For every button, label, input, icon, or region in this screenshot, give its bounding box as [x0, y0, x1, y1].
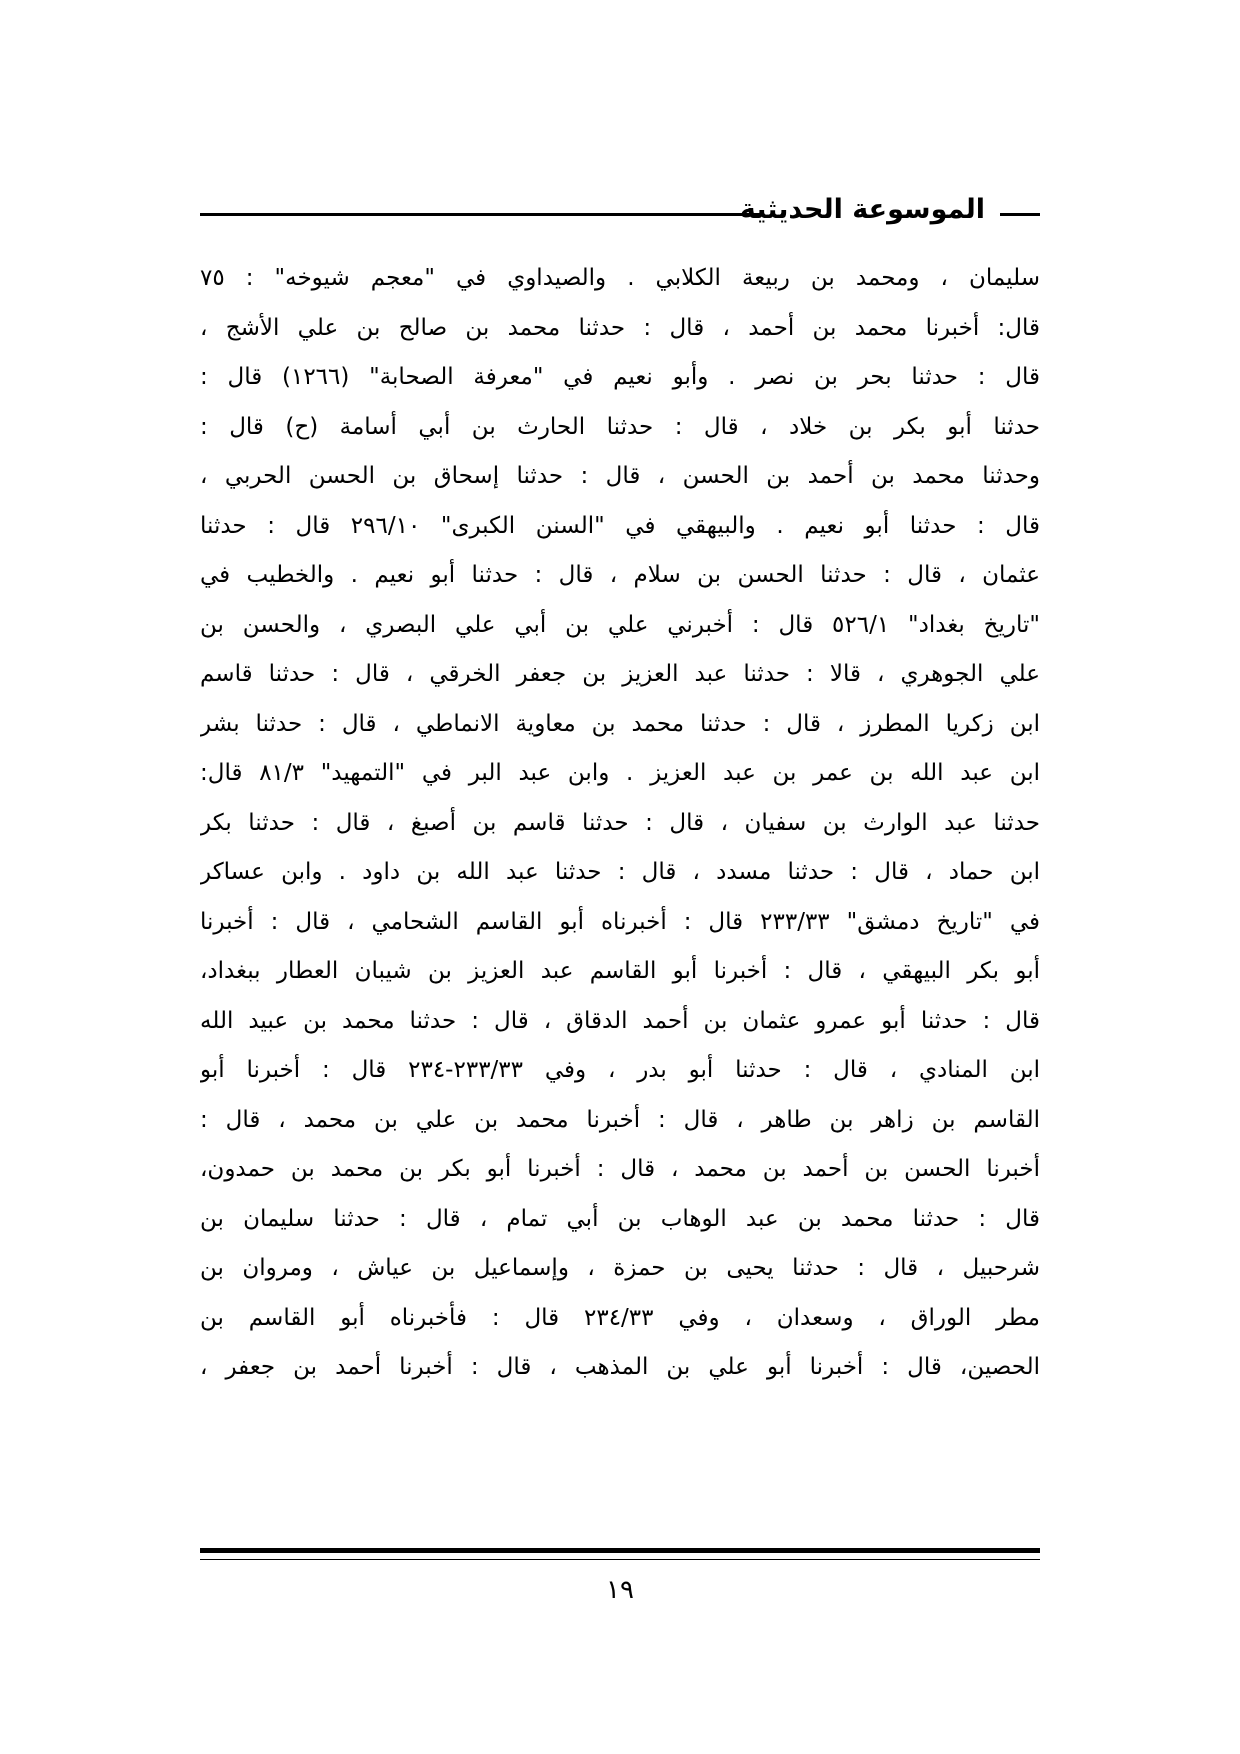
text-line: قال : حدثنا بحر بن نصر . وأبو نعيم في "معرفة الصحابة" (١٢٦٦) قال : — [200, 364, 1040, 390]
text-line: "تاريخ بغداد" ٥٢٦/١ قال : أخبرني علي بن أبي علي البصري ، والحسن بن — [200, 611, 1040, 638]
text-line: قال : حدثنا أبو عمرو عثمان بن أحمد الدقاق ، قال : حدثنا محمد بن عبيد الله — [200, 1007, 1040, 1034]
text-line: أخبرنا الحسن بن أحمد بن محمد ، قال : أخبرنا أبو بكر بن محمد بن حمدون، — [200, 1156, 1040, 1182]
text-line: علي الجوهري ، قالا : حدثنا عبد العزيز بن جعفر الخرقي ، قال : حدثنا قاسم — [200, 661, 1040, 687]
text-line: سليمان ، ومحمد بن ربيعة الكلابي . والصيداوي في "معجم شيوخه" : ٧٥ — [200, 265, 1040, 291]
text-line: قال : حدثنا أبو نعيم . والبيهقي في "السنن الكبرى" ٢٩٦/١٠ قال : حدثنا — [200, 512, 1040, 539]
text-line: ابن المنادي ، قال : حدثنا أبو بدر ، وفي ٢٣٣/٣٣-٢٣٤ قال : أخبرنا أبو — [200, 1057, 1040, 1083]
body-text — [200, 254, 1040, 1393]
text-line: عثمان ، قال : حدثنا الحسن بن سلام ، قال : حدثنا أبو نعيم . والخطيب في — [200, 562, 1040, 588]
header-title: الموسوعة الحديثية — [739, 194, 985, 225]
footer-rule-thin — [200, 1559, 1040, 1560]
text-line: في "تاريخ دمشق" ٢٣٣/٣٣ قال : أخبرناه أبو القاسم الشحامي ، قال : أخبرنا — [200, 908, 1040, 935]
text-line: أبو بكر البيهقي ، قال : أخبرنا أبو القاسم عبد العزيز بن شيبان العطار ببغداد، — [200, 958, 1040, 984]
text-line: شرحبيل ، قال : حدثنا يحيى بن حمزة ، وإسماعيل بن عياش ، ومروان بن — [200, 1255, 1040, 1281]
text-line: وحدثنا محمد بن أحمد بن الحسن ، قال : حدثنا إسحاق بن الحسن الحربي ، — [200, 463, 1040, 489]
page-number: ١٩ — [606, 1575, 634, 1605]
text-line: ابن حماد ، قال : حدثنا مسدد ، قال : حدثنا عبد الله بن داود . وابن عساكر — [200, 859, 1040, 885]
running-header — [200, 192, 1040, 232]
header-rule-long — [200, 213, 760, 216]
text-line: مطر الوراق ، وسعدان ، وفي ٢٣٤/٣٣ قال : فأخبرناه أبو القاسم بن — [200, 1304, 1040, 1331]
text-line: حدثنا أبو بكر بن خلاد ، قال : حدثنا الحارث بن أبي أسامة (ح) قال : — [200, 413, 1040, 440]
footer-rule-thick — [200, 1548, 1040, 1553]
text-line: ابن عبد الله بن عمر بن عبد العزيز . وابن عبد البر في "التمهيد" ٨١/٣ قال: — [200, 760, 1040, 786]
text-line: الحصين، قال : أخبرنا أبو علي بن المذهب ، قال : أخبرنا أحمد بن جعفر ، — [200, 1354, 1040, 1380]
text-line: قال: أخبرنا محمد بن أحمد ، قال : حدثنا محمد بن صالح بن علي الأشج ، — [200, 314, 1040, 341]
text-line: القاسم بن زاهر بن طاهر ، قال : أخبرنا محمد بن علي بن محمد ، قال : — [200, 1106, 1040, 1133]
text-line: قال : حدثنا محمد بن عبد الوهاب بن أبي تمام ، قال : حدثنا سليمان بن — [200, 1205, 1040, 1232]
text-line: ابن زكريا المطرز ، قال : حدثنا محمد بن معاوية الانماطي ، قال : حدثنا بشر — [200, 710, 1040, 737]
text-line: حدثنا عبد الوارث بن سفيان ، قال : حدثنا قاسم بن أصبغ ، قال : حدثنا بكر — [200, 809, 1040, 836]
header-rule-short — [1000, 213, 1040, 216]
